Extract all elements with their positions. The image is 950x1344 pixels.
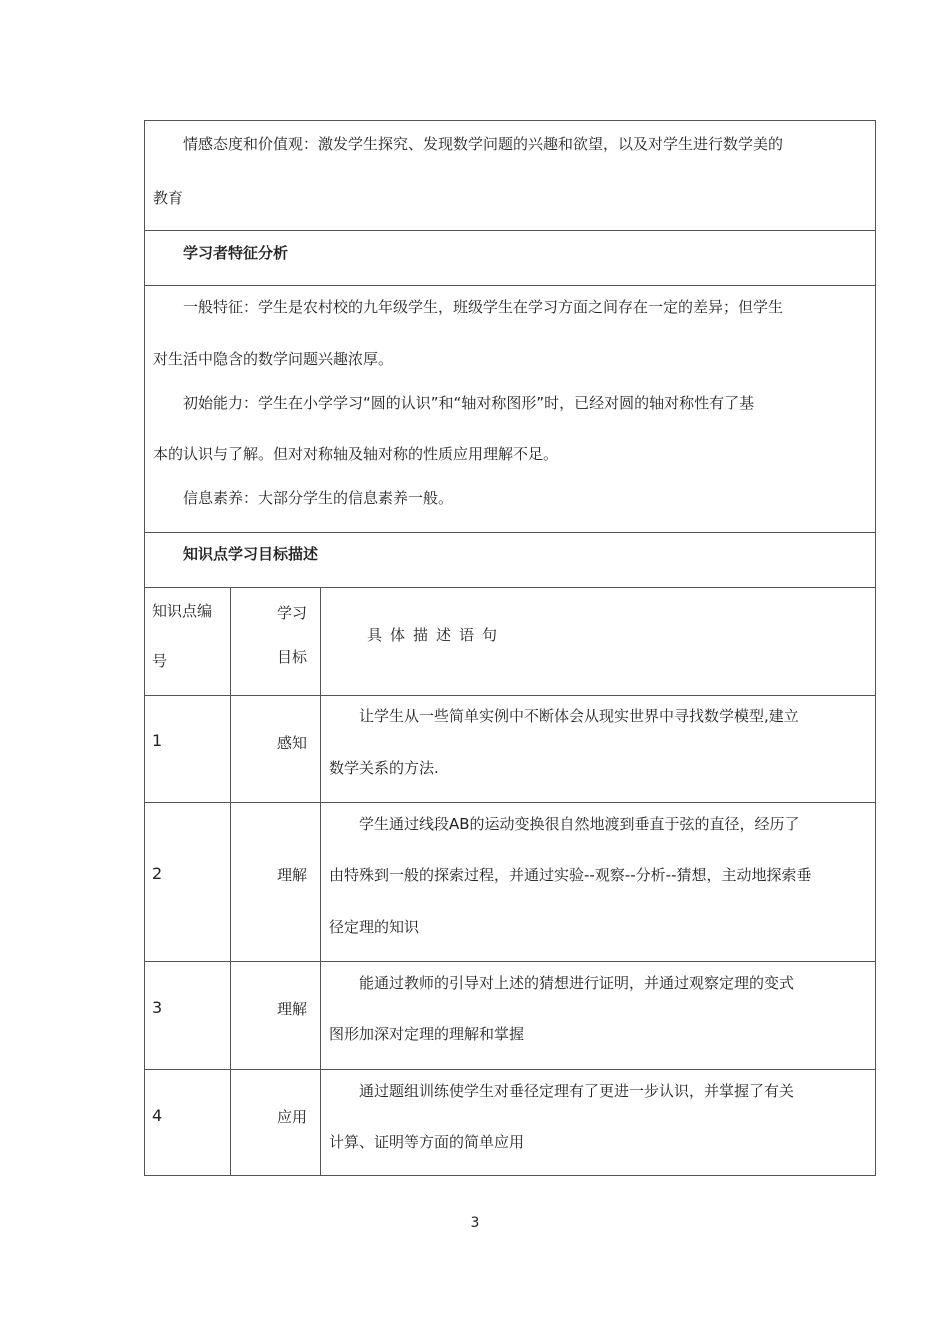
row-1-number: 1 bbox=[152, 731, 163, 750]
row-1-goal: 感知 bbox=[277, 734, 308, 752]
row-1-desc-line-1: 让学生从一些简单实例中不断体会从现实世界中寻找数学模型,建立 bbox=[359, 707, 799, 725]
learner-heading: 学习者特征分析 bbox=[183, 244, 289, 262]
row-4-desc-line-1: 通过题组训练使学生对垂径定理有了更进一步认识，并掌握了有关 bbox=[359, 1082, 795, 1100]
page-number: 3 bbox=[470, 1215, 480, 1231]
column-divider bbox=[230, 587, 231, 1176]
row-2-desc-line-3: 径定理的知识 bbox=[329, 918, 420, 936]
row-2-desc-line-2: 由特殊到一般的探索过程，并通过实验--观察--分析--猜想，主动地探索垂 bbox=[329, 866, 812, 884]
knowledge-heading: 知识点学习目标描述 bbox=[183, 545, 319, 563]
header-goal-line-1: 学习 bbox=[277, 604, 308, 622]
row-1-desc-line-2: 数学关系的方法. bbox=[329, 759, 439, 777]
row-3-desc-line-1: 能通过教师的引导对上述的猜想进行证明，并通过观察定理的变式 bbox=[359, 974, 795, 992]
row-4-goal: 应用 bbox=[277, 1108, 308, 1126]
header-goal-line-2: 目标 bbox=[277, 648, 308, 666]
initial-ability-line-1: 初始能力：学生在小学学习“圆的认识”和“轴对称图形”时，已经对圆的轴对称性有了基 bbox=[183, 394, 755, 412]
header-number-line-1: 知识点编 bbox=[152, 602, 213, 620]
header-description: 具体描述语句 bbox=[367, 626, 506, 644]
row-3-goal: 理解 bbox=[277, 1000, 308, 1018]
row-2-goal: 理解 bbox=[277, 866, 308, 884]
lesson-table bbox=[144, 120, 876, 1176]
row-4-number: 4 bbox=[152, 1106, 163, 1125]
general-features-line-1: 一般特征：学生是农村校的九年级学生，班级学生在学习方面之间存在一定的差异；但学生 bbox=[183, 298, 784, 316]
info-literacy: 信息素养：大部分学生的信息素养一般。 bbox=[183, 489, 454, 507]
row-4-desc-line-2: 计算、证明等方面的简单应用 bbox=[329, 1133, 525, 1151]
row-3-desc-line-2: 图形加深对定理的理解和掌握 bbox=[329, 1025, 525, 1043]
row-divider bbox=[145, 587, 875, 588]
row-2-number: 2 bbox=[152, 864, 163, 883]
affective-line-1: 情感态度和价值观：激发学生探究、发现数学问题的兴趣和欲望，以及对学生进行数学美的 bbox=[183, 135, 784, 153]
header-number-line-2: 号 bbox=[152, 652, 168, 670]
row-2-desc-line-1: 学生通过线段AB的运动变换很自然地渡到垂直于弦的直径，经历了 bbox=[359, 815, 800, 833]
affective-line-2: 教育 bbox=[153, 189, 184, 207]
column-divider bbox=[320, 587, 321, 1176]
row-3-number: 3 bbox=[152, 998, 163, 1017]
general-features-line-2: 对生活中隐含的数学问题兴趣浓厚。 bbox=[153, 350, 394, 368]
initial-ability-line-2: 本的认识与了解。但对对称轴及轴对称的性质应用理解不足。 bbox=[153, 445, 559, 463]
